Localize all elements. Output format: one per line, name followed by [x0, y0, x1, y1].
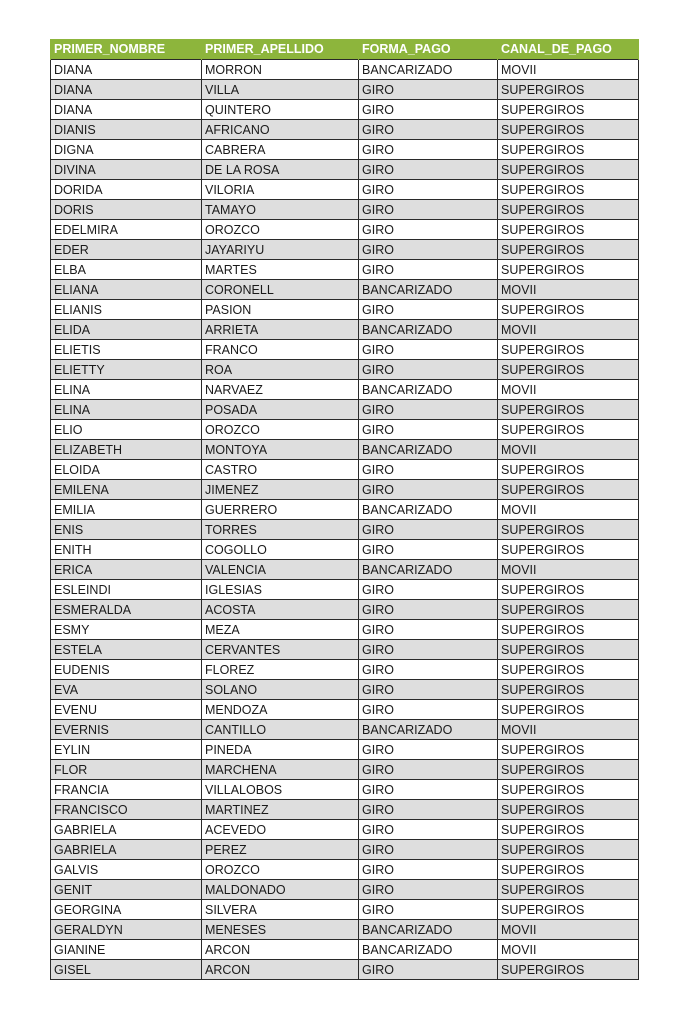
cell-primer-apellido[interactable]: CERVANTES [202, 640, 359, 660]
cell-primer-nombre[interactable]: ELIANA [51, 280, 202, 300]
table-row [51, 80, 639, 100]
table-row [51, 680, 639, 700]
cell-canal-de-pago[interactable]: SUPERGIROS [498, 640, 639, 660]
cell-forma-pago[interactable]: BANCARIZADO [359, 560, 498, 580]
cell-primer-nombre[interactable]: EMILENA [51, 480, 202, 500]
table-row [51, 500, 639, 520]
cell-canal-de-pago[interactable]: SUPERGIROS [498, 140, 639, 160]
cell-primer-apellido[interactable]: MARTES [202, 260, 359, 280]
cell-primer-nombre[interactable]: FRANCISCO [51, 800, 202, 820]
table-row [51, 780, 639, 800]
cell-primer-nombre[interactable]: ELINA [51, 380, 202, 400]
cell-canal-de-pago[interactable]: SUPERGIROS [498, 100, 639, 120]
cell-canal-de-pago[interactable]: SUPERGIROS [498, 400, 639, 420]
cell-primer-nombre[interactable]: EDER [51, 240, 202, 260]
cell-primer-apellido[interactable]: DE LA ROSA [202, 160, 359, 180]
cell-canal-de-pago[interactable]: SUPERGIROS [498, 360, 639, 380]
cell-primer-nombre[interactable]: FRANCIA [51, 780, 202, 800]
cell-forma-pago[interactable]: GIRO [359, 640, 498, 660]
cell-primer-nombre[interactable]: EVERNIS [51, 720, 202, 740]
cell-canal-de-pago[interactable]: SUPERGIROS [498, 860, 639, 880]
cell-primer-apellido[interactable]: FRANCO [202, 340, 359, 360]
header-canal-de-pago[interactable]: CANAL_DE_PAGO [498, 39, 639, 60]
table-row [51, 900, 639, 920]
cell-primer-apellido[interactable]: OROZCO [202, 860, 359, 880]
cell-primer-apellido[interactable]: MARCHENA [202, 760, 359, 780]
table-row [51, 840, 639, 860]
cell-canal-de-pago[interactable]: MOVII [498, 380, 639, 400]
cell-primer-apellido[interactable]: JIMENEZ [202, 480, 359, 500]
cell-primer-nombre[interactable]: ESTELA [51, 640, 202, 660]
cell-primer-nombre[interactable]: ELBA [51, 260, 202, 280]
cell-primer-apellido[interactable]: ACOSTA [202, 600, 359, 620]
cell-forma-pago[interactable]: GIRO [359, 840, 498, 860]
table-row [51, 400, 639, 420]
table-row [51, 180, 639, 200]
cell-primer-nombre[interactable]: EUDENIS [51, 660, 202, 680]
cell-forma-pago[interactable]: GIRO [359, 180, 498, 200]
cell-forma-pago[interactable]: GIRO [359, 700, 498, 720]
table-row [51, 740, 639, 760]
cell-primer-apellido[interactable]: JAYARIYU [202, 240, 359, 260]
cell-forma-pago[interactable]: GIRO [359, 420, 498, 440]
cell-canal-de-pago[interactable]: SUPERGIROS [498, 820, 639, 840]
cell-primer-nombre[interactable]: DIANA [51, 60, 202, 80]
table-row [51, 300, 639, 320]
cell-canal-de-pago[interactable]: SUPERGIROS [498, 300, 639, 320]
cell-primer-nombre[interactable]: GEORGINA [51, 900, 202, 920]
cell-primer-nombre[interactable]: EVA [51, 680, 202, 700]
cell-canal-de-pago[interactable]: SUPERGIROS [498, 660, 639, 680]
table-body [51, 60, 639, 980]
cell-forma-pago[interactable]: GIRO [359, 360, 498, 380]
cell-primer-apellido[interactable]: SOLANO [202, 680, 359, 700]
cell-forma-pago[interactable]: GIRO [359, 480, 498, 500]
table-row [51, 120, 639, 140]
table-row [51, 460, 639, 480]
cell-primer-apellido[interactable]: COGOLLO [202, 540, 359, 560]
table-row [51, 200, 639, 220]
cell-primer-apellido[interactable]: IGLESIAS [202, 580, 359, 600]
table-row [51, 760, 639, 780]
cell-forma-pago[interactable]: GIRO [359, 740, 498, 760]
cell-primer-apellido[interactable]: PEREZ [202, 840, 359, 860]
table-row [51, 820, 639, 840]
cell-forma-pago[interactable]: BANCARIZADO [359, 320, 498, 340]
cell-primer-nombre[interactable]: EMILIA [51, 500, 202, 520]
table-row [51, 520, 639, 540]
cell-primer-apellido[interactable]: VILLA [202, 80, 359, 100]
cell-primer-nombre[interactable]: ELIETIS [51, 340, 202, 360]
cell-primer-apellido[interactable]: ACEVEDO [202, 820, 359, 840]
cell-forma-pago[interactable]: GIRO [359, 900, 498, 920]
cell-canal-de-pago[interactable]: MOVII [498, 280, 639, 300]
cell-forma-pago[interactable]: GIRO [359, 200, 498, 220]
cell-forma-pago[interactable]: BANCARIZADO [359, 720, 498, 740]
cell-primer-apellido[interactable]: SILVERA [202, 900, 359, 920]
cell-primer-nombre[interactable]: GALVIS [51, 860, 202, 880]
cell-canal-de-pago[interactable]: SUPERGIROS [498, 180, 639, 200]
cell-primer-apellido[interactable]: MORRON [202, 60, 359, 80]
table-row [51, 560, 639, 580]
table-row [51, 860, 639, 880]
cell-forma-pago[interactable]: BANCARIZADO [359, 500, 498, 520]
cell-forma-pago[interactable]: GIRO [359, 100, 498, 120]
cell-forma-pago[interactable]: GIRO [359, 520, 498, 540]
cell-forma-pago[interactable]: GIRO [359, 600, 498, 620]
cell-canal-de-pago[interactable]: SUPERGIROS [498, 420, 639, 440]
cell-forma-pago[interactable]: GIRO [359, 540, 498, 560]
cell-primer-apellido[interactable]: CANTILLO [202, 720, 359, 740]
cell-canal-de-pago[interactable]: SUPERGIROS [498, 340, 639, 360]
cell-forma-pago[interactable]: GIRO [359, 460, 498, 480]
spreadsheet-page [50, 39, 638, 980]
cell-forma-pago[interactable]: GIRO [359, 300, 498, 320]
cell-primer-apellido[interactable]: MARTINEZ [202, 800, 359, 820]
table-row [51, 260, 639, 280]
cell-canal-de-pago[interactable]: SUPERGIROS [498, 260, 639, 280]
cell-primer-apellido[interactable]: CORONELL [202, 280, 359, 300]
cell-primer-nombre[interactable]: DIVINA [51, 160, 202, 180]
header-primer-nombre[interactable]: PRIMER_NOMBRE [51, 39, 202, 60]
cell-primer-nombre[interactable]: GIANINE [51, 940, 202, 960]
cell-primer-nombre[interactable]: ESLEINDI [51, 580, 202, 600]
cell-forma-pago[interactable]: BANCARIZADO [359, 380, 498, 400]
cell-canal-de-pago[interactable]: MOVII [498, 920, 639, 940]
cell-primer-nombre[interactable]: ENITH [51, 540, 202, 560]
cell-primer-nombre[interactable]: DORIDA [51, 180, 202, 200]
cell-primer-nombre[interactable]: DORIS [51, 200, 202, 220]
cell-forma-pago[interactable]: GIRO [359, 400, 498, 420]
cell-canal-de-pago[interactable]: MOVII [498, 440, 639, 460]
cell-canal-de-pago[interactable]: SUPERGIROS [498, 460, 639, 480]
cell-primer-nombre[interactable]: EVENU [51, 700, 202, 720]
cell-primer-apellido[interactable]: ROA [202, 360, 359, 380]
table-row [51, 220, 639, 240]
table-row [51, 100, 639, 120]
cell-primer-nombre[interactable]: ELINA [51, 400, 202, 420]
cell-primer-apellido[interactable]: PINEDA [202, 740, 359, 760]
cell-canal-de-pago[interactable]: SUPERGIROS [498, 620, 639, 640]
cell-forma-pago[interactable]: GIRO [359, 80, 498, 100]
cell-primer-apellido[interactable]: TORRES [202, 520, 359, 540]
cell-canal-de-pago[interactable]: SUPERGIROS [498, 520, 639, 540]
cell-forma-pago[interactable]: GIRO [359, 140, 498, 160]
cell-primer-nombre[interactable]: GERALDYN [51, 920, 202, 940]
cell-canal-de-pago[interactable]: SUPERGIROS [498, 760, 639, 780]
cell-canal-de-pago[interactable]: MOVII [498, 60, 639, 80]
cell-primer-nombre[interactable]: ELIO [51, 420, 202, 440]
cell-primer-nombre[interactable]: GENIT [51, 880, 202, 900]
cell-canal-de-pago[interactable]: SUPERGIROS [498, 840, 639, 860]
cell-primer-apellido[interactable]: CASTRO [202, 460, 359, 480]
cell-canal-de-pago[interactable]: SUPERGIROS [498, 240, 639, 260]
cell-primer-nombre[interactable]: DIANA [51, 100, 202, 120]
cell-primer-apellido[interactable]: VILLALOBOS [202, 780, 359, 800]
cell-primer-apellido[interactable]: QUINTERO [202, 100, 359, 120]
cell-canal-de-pago[interactable]: MOVII [498, 560, 639, 580]
table-row [51, 480, 639, 500]
cell-primer-apellido[interactable]: TAMAYO [202, 200, 359, 220]
header-forma-pago[interactable]: FORMA_PAGO [359, 39, 498, 60]
cell-canal-de-pago[interactable]: SUPERGIROS [498, 200, 639, 220]
table-row [51, 920, 639, 940]
header-row [51, 39, 639, 60]
table-row [51, 540, 639, 560]
table-row [51, 340, 639, 360]
cell-primer-nombre[interactable]: GISEL [51, 960, 202, 980]
cell-forma-pago[interactable]: BANCARIZADO [359, 940, 498, 960]
cell-primer-apellido[interactable]: PASION [202, 300, 359, 320]
cell-canal-de-pago[interactable]: SUPERGIROS [498, 480, 639, 500]
table-row [51, 380, 639, 400]
cell-forma-pago[interactable]: BANCARIZADO [359, 440, 498, 460]
cell-forma-pago[interactable]: GIRO [359, 620, 498, 640]
cell-primer-nombre[interactable]: EYLIN [51, 740, 202, 760]
table-row [51, 420, 639, 440]
cell-canal-de-pago[interactable]: SUPERGIROS [498, 220, 639, 240]
cell-forma-pago[interactable]: GIRO [359, 800, 498, 820]
cell-canal-de-pago[interactable]: SUPERGIROS [498, 780, 639, 800]
cell-canal-de-pago[interactable]: SUPERGIROS [498, 700, 639, 720]
cell-primer-nombre[interactable]: GABRIELA [51, 820, 202, 840]
table-row [51, 620, 639, 640]
table-row [51, 140, 639, 160]
cell-canal-de-pago[interactable]: SUPERGIROS [498, 900, 639, 920]
cell-forma-pago[interactable]: GIRO [359, 260, 498, 280]
cell-primer-apellido[interactable]: MEZA [202, 620, 359, 640]
table-row [51, 940, 639, 960]
cell-primer-nombre[interactable]: ERICA [51, 560, 202, 580]
cell-primer-nombre[interactable]: GABRIELA [51, 840, 202, 860]
table-row [51, 880, 639, 900]
cell-forma-pago[interactable]: GIRO [359, 860, 498, 880]
cell-canal-de-pago[interactable]: MOVII [498, 500, 639, 520]
cell-primer-apellido[interactable]: POSADA [202, 400, 359, 420]
header-primer-apellido[interactable]: PRIMER_APELLIDO [202, 39, 359, 60]
cell-forma-pago[interactable]: GIRO [359, 160, 498, 180]
cell-canal-de-pago[interactable]: SUPERGIROS [498, 960, 639, 980]
cell-primer-apellido[interactable]: MENDOZA [202, 700, 359, 720]
cell-primer-nombre[interactable]: ESMY [51, 620, 202, 640]
cell-primer-apellido[interactable]: MALDONADO [202, 880, 359, 900]
cell-forma-pago[interactable]: GIRO [359, 880, 498, 900]
cell-forma-pago[interactable]: GIRO [359, 220, 498, 240]
cell-primer-apellido[interactable]: ARCON [202, 940, 359, 960]
cell-forma-pago[interactable]: GIRO [359, 760, 498, 780]
cell-primer-apellido[interactable]: VALENCIA [202, 560, 359, 580]
cell-primer-nombre[interactable]: DIANA [51, 80, 202, 100]
cell-forma-pago[interactable]: GIRO [359, 580, 498, 600]
cell-canal-de-pago[interactable]: SUPERGIROS [498, 160, 639, 180]
cell-canal-de-pago[interactable]: MOVII [498, 720, 639, 740]
table-row [51, 320, 639, 340]
table-row [51, 360, 639, 380]
table-row [51, 280, 639, 300]
cell-canal-de-pago[interactable]: SUPERGIROS [498, 740, 639, 760]
cell-primer-nombre[interactable]: DIANIS [51, 120, 202, 140]
cell-forma-pago[interactable]: BANCARIZADO [359, 60, 498, 80]
table-row [51, 440, 639, 460]
table-row [51, 640, 639, 660]
cell-forma-pago[interactable]: GIRO [359, 680, 498, 700]
cell-primer-apellido[interactable]: MONTOYA [202, 440, 359, 460]
cell-forma-pago[interactable]: GIRO [359, 780, 498, 800]
cell-primer-nombre[interactable]: ESMERALDA [51, 600, 202, 620]
cell-primer-nombre[interactable]: ENIS [51, 520, 202, 540]
cell-primer-apellido[interactable]: NARVAEZ [202, 380, 359, 400]
cell-canal-de-pago[interactable]: SUPERGIROS [498, 880, 639, 900]
cell-canal-de-pago[interactable]: SUPERGIROS [498, 800, 639, 820]
cell-canal-de-pago[interactable]: SUPERGIROS [498, 600, 639, 620]
table-row [51, 720, 639, 740]
table-row [51, 60, 639, 80]
cell-primer-apellido[interactable]: VILORIA [202, 180, 359, 200]
cell-canal-de-pago[interactable]: MOVII [498, 940, 639, 960]
cell-primer-nombre[interactable]: ELIETTY [51, 360, 202, 380]
cell-primer-nombre[interactable]: ELIZABETH [51, 440, 202, 460]
table-row [51, 960, 639, 980]
cell-forma-pago[interactable]: GIRO [359, 960, 498, 980]
cell-forma-pago[interactable]: GIRO [359, 120, 498, 140]
cell-canal-de-pago[interactable]: SUPERGIROS [498, 120, 639, 140]
cell-canal-de-pago[interactable]: MOVII [498, 320, 639, 340]
cell-primer-nombre[interactable]: FLOR [51, 760, 202, 780]
cell-primer-apellido[interactable]: CABRERA [202, 140, 359, 160]
cell-primer-apellido[interactable]: GUERRERO [202, 500, 359, 520]
cell-canal-de-pago[interactable]: SUPERGIROS [498, 540, 639, 560]
cell-primer-apellido[interactable]: OROZCO [202, 420, 359, 440]
cell-primer-apellido[interactable]: ARCON [202, 960, 359, 980]
table-row [51, 580, 639, 600]
cell-primer-apellido[interactable]: ARRIETA [202, 320, 359, 340]
cell-canal-de-pago[interactable]: SUPERGIROS [498, 680, 639, 700]
table-row [51, 600, 639, 620]
cell-primer-nombre[interactable]: ELIDA [51, 320, 202, 340]
cell-primer-apellido[interactable]: OROZCO [202, 220, 359, 240]
beneficiaries-table [50, 39, 639, 980]
cell-forma-pago[interactable]: GIRO [359, 240, 498, 260]
table-row [51, 800, 639, 820]
cell-canal-de-pago[interactable]: SUPERGIROS [498, 580, 639, 600]
cell-primer-apellido[interactable]: FLOREZ [202, 660, 359, 680]
cell-primer-nombre[interactable]: ELOIDA [51, 460, 202, 480]
cell-primer-apellido[interactable]: AFRICANO [202, 120, 359, 140]
cell-forma-pago[interactable]: BANCARIZADO [359, 920, 498, 940]
cell-canal-de-pago[interactable]: SUPERGIROS [498, 80, 639, 100]
cell-primer-nombre[interactable]: EDELMIRA [51, 220, 202, 240]
table-row [51, 700, 639, 720]
cell-forma-pago[interactable]: GIRO [359, 340, 498, 360]
cell-primer-nombre[interactable]: DIGNA [51, 140, 202, 160]
cell-forma-pago[interactable]: GIRO [359, 660, 498, 680]
table-row [51, 660, 639, 680]
table-row [51, 160, 639, 180]
cell-primer-nombre[interactable]: ELIANIS [51, 300, 202, 320]
cell-primer-apellido[interactable]: MENESES [202, 920, 359, 940]
table-row [51, 240, 639, 260]
cell-forma-pago[interactable]: GIRO [359, 820, 498, 840]
cell-forma-pago[interactable]: BANCARIZADO [359, 280, 498, 300]
